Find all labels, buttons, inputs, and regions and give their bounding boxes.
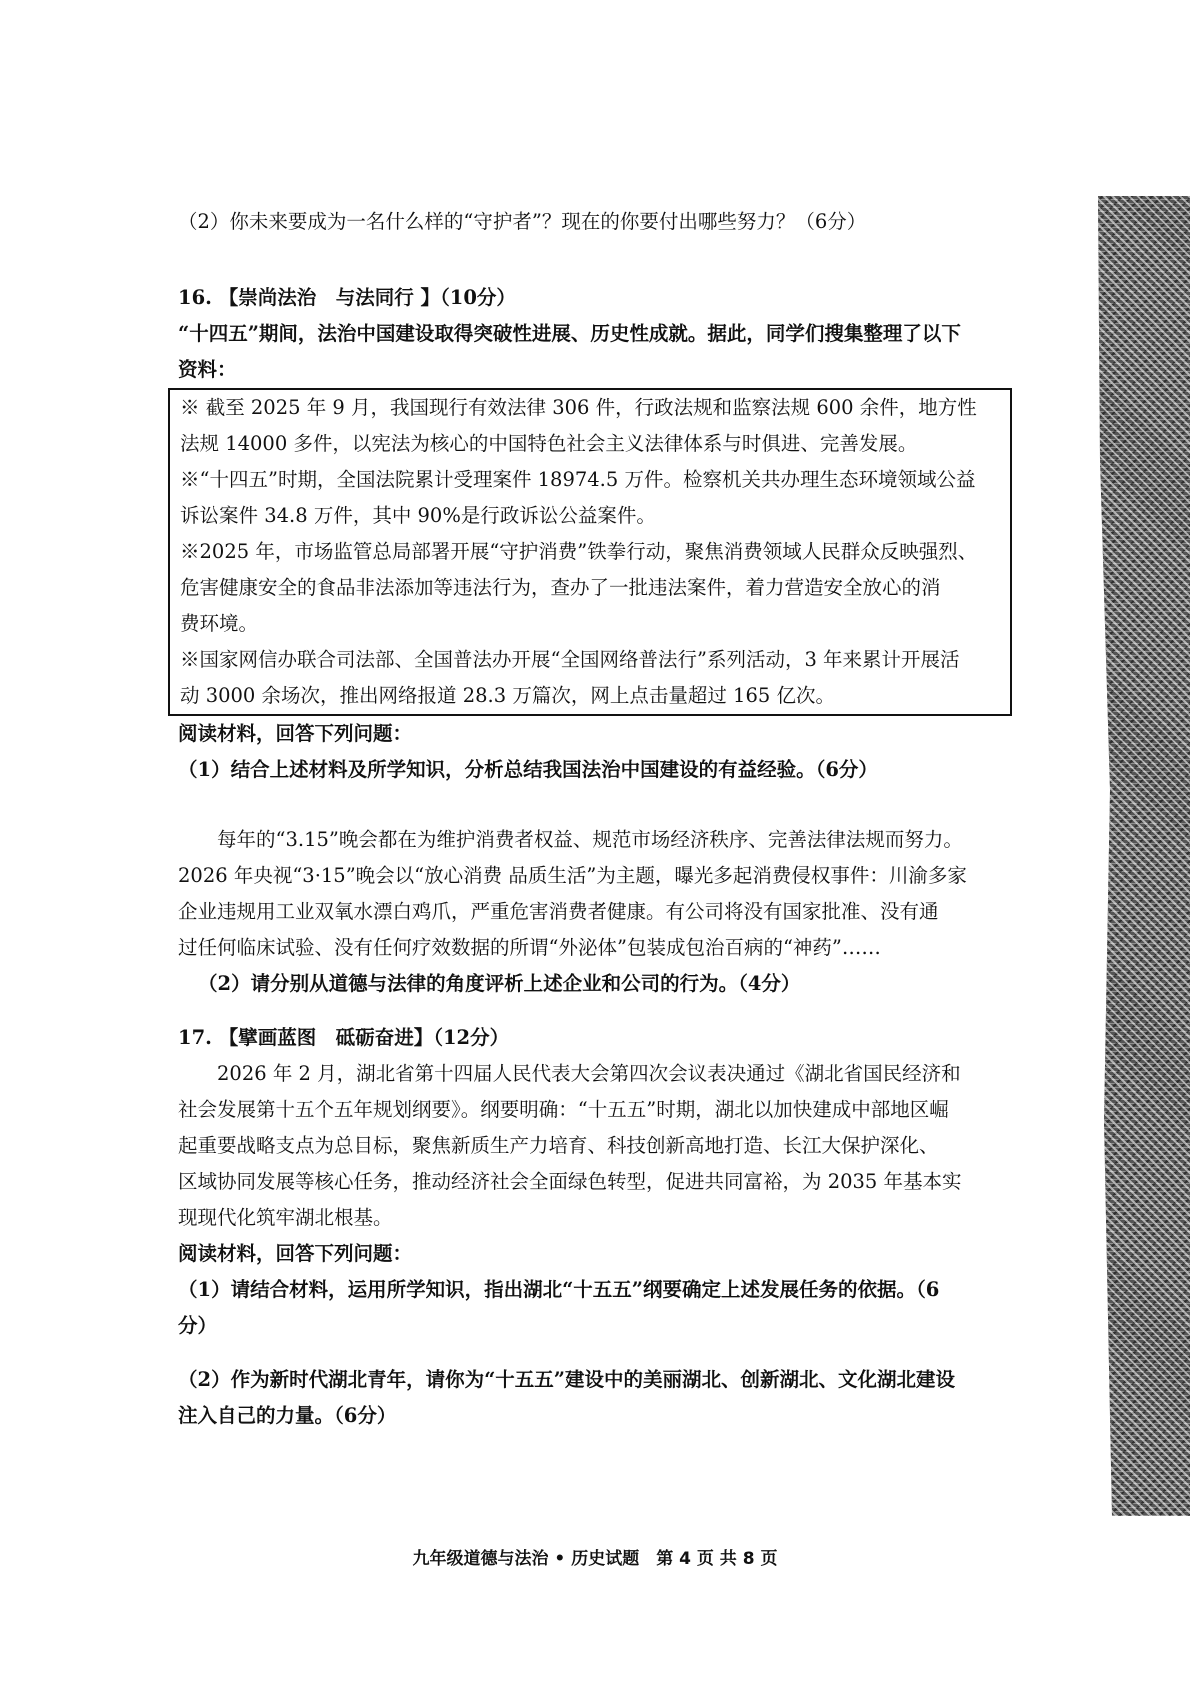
box-line: ※“十四五”时期，全国法院累计受理案件 18974.5 万件。检察机关共办理生态环境领域公益 bbox=[180, 468, 976, 491]
q17-part1-line1: （1）请结合材料，运用所学知识，指出湖北“十五五”纲要确定上述发展任务的依据。（6 bbox=[178, 1278, 940, 1301]
q16-material2-line: 2026 年央视“3·15”晚会以“放心消费 品质生活”为主题，曝光多起消费侵权事件：川渝多家 bbox=[178, 864, 967, 887]
scan-edge-artifact bbox=[1090, 196, 1190, 1516]
q17-part1-line2: 分） bbox=[178, 1314, 218, 1337]
q15-part2: （2）你未来要成为一名什么样的“守护者”？现在的你要付出哪些努力？（6分） bbox=[178, 210, 867, 233]
box-line: ※国家网信办联合司法部、全国普法办开展“全国网络普法行”系列活动，3 年来累计开展活 bbox=[180, 648, 960, 671]
q17-material-line: 2026 年 2 月，湖北省第十四届人民代表大会第四次会议表决通过《湖北省国民经济和 bbox=[217, 1062, 961, 1085]
q16-heading: 16. 【崇尚法治 与法同行 】（10分） bbox=[178, 286, 516, 309]
q16-intro-line1: “十四五”期间，法治中国建设取得突破性进展、历史性成就。据此，同学们搜集整理了以下 bbox=[178, 322, 961, 345]
q16-part1: （1）结合上述材料及所学知识，分析总结我国法治中国建设的有益经验。（6分） bbox=[178, 758, 878, 781]
q17-material-line: 社会发展第十五个五年规划纲要》。纲要明确：“十五五”时期，湖北以加快建成中部地区崛 bbox=[178, 1098, 949, 1121]
q17-part2-line2: 注入自己的力量。（6分） bbox=[178, 1404, 397, 1427]
box-line: ※ 截至 2025 年 9 月，我国现行有效法律 306 件，行政法规和监察法规 600 余件，地方性 bbox=[180, 396, 977, 419]
q17-material-line: 区域协同发展等核心任务，推动经济社会全面绿色转型，促进共同富裕，为 2035 年基本实 bbox=[178, 1170, 962, 1193]
q16-material2-line: 企业违规用工业双氧水漂白鸡爪，严重危害消费者健康。有公司将没有国家批准、没有通 bbox=[178, 900, 939, 923]
box-line: 费环境。 bbox=[180, 612, 259, 635]
q16-read-prompt: 阅读材料，回答下列问题： bbox=[178, 722, 413, 745]
q17-read-prompt: 阅读材料，回答下列问题： bbox=[178, 1242, 413, 1265]
box-line: 危害健康安全的食品非法添加等违法行为，查办了一批违法案件，着力营造安全放心的消 bbox=[180, 576, 941, 599]
q17-material-line: 现现代化筑牢湖北根基。 bbox=[178, 1206, 393, 1229]
page-content bbox=[178, 204, 1016, 1434]
box-line: 法规 14000 多件，以宪法为核心的中国特色社会主义法律体系与时俱进、完善发展。 bbox=[180, 432, 918, 455]
q16-material-box bbox=[168, 388, 1012, 716]
box-line: ※2025 年，市场监管总局部署开展“守护消费”铁拳行动，聚焦消费领域人民群众反映强烈、 bbox=[180, 540, 978, 563]
q17-material-line: 起重要战略支点为总目标，聚焦新质生产力培育、科技创新高地打造、长江大保护深化、 bbox=[178, 1134, 939, 1157]
q17-heading: 17. 【擘画蓝图 砥砺奋进】（12分） bbox=[178, 1026, 510, 1049]
box-line: 诉讼案件 34.8 万件，其中 90%是行政诉讼公益案件。 bbox=[180, 504, 656, 527]
q16-material2-line: 每年的“3.15”晚会都在为维护消费者权益、规范市场经济秩序、完善法律法规而努力。 bbox=[217, 828, 963, 851]
q17-part2-line1: （2）作为新时代湖北青年，请你为“十五五”建设中的美丽湖北、创新湖北、文化湖北建设 bbox=[178, 1368, 956, 1391]
q16-intro-line2: 资料： bbox=[178, 358, 237, 381]
q16-part2: （2）请分别从道德与法律的角度评析上述企业和公司的行为。（4分） bbox=[198, 972, 801, 995]
q16-material2-line: 过任何临床试验、没有任何疗效数据的所谓“外泌体”包装成包治百病的“神药”…… bbox=[178, 936, 881, 959]
box-line: 动 3000 余场次，推出网络报道 28.3 万篇次，网上点击量超过 165 亿次。 bbox=[180, 684, 835, 707]
page-footer: 九年级道德与法治 • 历史试题 第 4 页 共 8 页 bbox=[412, 1549, 778, 1569]
